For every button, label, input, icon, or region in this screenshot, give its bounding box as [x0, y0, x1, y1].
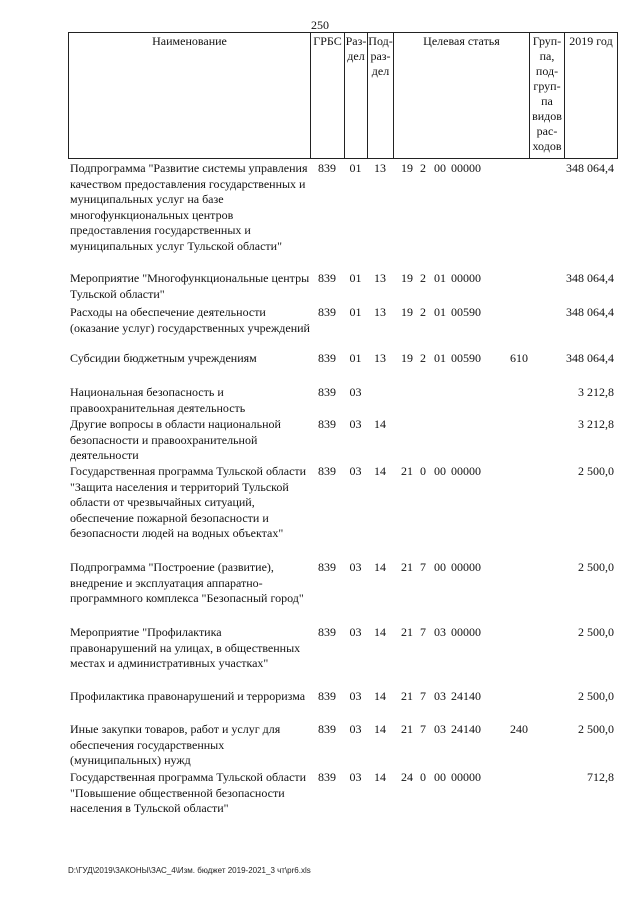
row-amount: 2 500,0	[578, 464, 614, 478]
row-amount: 348 064,4	[566, 305, 614, 319]
row-event: 01	[434, 305, 446, 319]
row-subprogram: 7	[420, 689, 426, 703]
row-razdel: 03	[349, 770, 362, 784]
row-podrazdel: 14	[374, 464, 386, 478]
row-name: Государственная программа Тульской области "Защита населения и территорий Тульской области от чрезвычайных ситуаций, обеспечение пожарной безопасности и безопасности людей на водных объектах"	[70, 464, 307, 540]
row-razdel: 03	[349, 417, 362, 431]
row-razdel: 03	[349, 625, 362, 639]
row-program: 24	[401, 770, 413, 784]
row-grbs: 839	[318, 689, 336, 703]
row-program: 21	[401, 464, 413, 478]
row-program: 21	[401, 625, 413, 639]
page-number: 250	[311, 18, 329, 32]
row-podrazdel: 14	[374, 689, 386, 703]
row-event: 03	[434, 689, 446, 703]
row-amount: 712,8	[587, 770, 614, 784]
row-name: Другие вопросы в области национальной безопасности и правоохранительной деятельности	[70, 417, 281, 462]
row-direction: 24140	[451, 689, 481, 703]
row-grbs: 839	[318, 271, 336, 285]
row-subprogram: 7	[420, 625, 426, 639]
row-direction: 00000	[451, 560, 481, 574]
row-name: Расходы на обеспечение деятельности (оказание услуг) государственных учреждений	[70, 305, 310, 335]
row-razdel: 01	[349, 351, 362, 365]
row-podrazdel: 13	[374, 271, 386, 285]
row-podrazdel: 14	[374, 417, 386, 431]
row-vr: 610	[510, 351, 528, 365]
row-event: 03	[434, 625, 446, 639]
row-program: 19	[401, 351, 413, 365]
row-razdel: 03	[349, 689, 362, 703]
row-grbs: 839	[318, 770, 336, 784]
row-subprogram: 7	[420, 722, 426, 736]
row-subprogram: 2	[420, 305, 426, 319]
row-event: 00	[434, 560, 446, 574]
row-direction: 00590	[451, 351, 481, 365]
header-name: Наименование	[69, 33, 311, 158]
row-subprogram: 0	[420, 770, 426, 784]
row-podrazdel: 13	[374, 305, 386, 319]
row-name: Мероприятие "Многофункциональные центры Тульской области"	[70, 271, 310, 301]
row-direction: 00000	[451, 271, 481, 285]
row-podrazdel: 14	[374, 625, 386, 639]
row-amount: 2 500,0	[578, 625, 614, 639]
row-name: Подпрограмма "Развитие системы управления качеством предоставления государственных и муниципальных услуг на базе многофункциональных центров предоставления государственных и муниципальных услуг Тульской области"	[70, 161, 308, 253]
row-name: Государственная программа Тульской области "Повышение общественной безопасности населения в Тульской области"	[70, 770, 307, 815]
row-grbs: 839	[318, 417, 336, 431]
row-subprogram: 7	[420, 560, 426, 574]
row-grbs: 839	[318, 161, 336, 175]
row-program: 19	[401, 305, 413, 319]
row-subprogram: 2	[420, 271, 426, 285]
row-grbs: 839	[318, 560, 336, 574]
row-grbs: 839	[318, 305, 336, 319]
row-program: 19	[401, 161, 413, 175]
row-razdel: 03	[349, 385, 362, 399]
row-event: 03	[434, 722, 446, 736]
row-event: 00	[434, 770, 446, 784]
row-razdel: 03	[349, 464, 362, 478]
row-grbs: 839	[318, 464, 336, 478]
row-direction: 00590	[451, 305, 481, 319]
row-amount: 2 500,0	[578, 722, 614, 736]
row-event: 01	[434, 351, 446, 365]
row-name: Национальная безопасность и правоохранительная деятельность	[70, 385, 246, 415]
row-amount: 2 500,0	[578, 560, 614, 574]
row-name: Субсидии бюджетным учреждениям	[70, 351, 257, 365]
header-year: 2019 год	[569, 34, 613, 48]
row-amount: 348 064,4	[566, 161, 614, 175]
row-name: Мероприятие "Профилактика правонарушений на улицах, в общественных местах и административных участках"	[70, 625, 301, 670]
row-direction: 00000	[451, 161, 481, 175]
row-razdel: 03	[349, 560, 362, 574]
header-celevaya: Целевая статья	[394, 33, 530, 158]
row-podrazdel: 14	[374, 722, 386, 736]
file-path-footer: D:\ГУД\2019\ЗАКОНЫ\ЗАС_4\Изм. бюджет 2019-2021_3 чт\pr6.xls	[68, 866, 311, 875]
row-podrazdel: 13	[374, 161, 386, 175]
row-event: 01	[434, 271, 446, 285]
row-amount: 348 064,4	[566, 351, 614, 365]
row-direction: 00000	[451, 770, 481, 784]
row-amount: 3 212,8	[578, 417, 614, 431]
row-amount: 348 064,4	[566, 271, 614, 285]
header-gruppa: Груп- па, под- груп- па видов рас- ходов	[530, 33, 565, 158]
row-name: Профилактика правонарушений и терроризма	[70, 689, 306, 703]
row-grbs: 839	[318, 385, 336, 399]
row-razdel: 03	[349, 722, 362, 736]
table-header	[68, 32, 618, 159]
row-direction: 00000	[451, 625, 481, 639]
row-vr: 240	[510, 722, 528, 736]
row-razdel: 01	[349, 161, 362, 175]
row-program: 21	[401, 722, 413, 736]
row-grbs: 839	[318, 625, 336, 639]
row-subprogram: 0	[420, 464, 426, 478]
row-event: 00	[434, 464, 446, 478]
row-subprogram: 2	[420, 351, 426, 365]
row-razdel: 01	[349, 271, 362, 285]
row-program: 21	[401, 689, 413, 703]
row-amount: 3 212,8	[578, 385, 614, 399]
row-grbs: 839	[318, 351, 336, 365]
header-razdel: Раз- дел	[345, 33, 368, 158]
row-subprogram: 2	[420, 161, 426, 175]
row-razdel: 01	[349, 305, 362, 319]
row-program: 21	[401, 560, 413, 574]
row-grbs: 839	[318, 722, 336, 736]
row-direction: 00000	[451, 464, 481, 478]
row-direction: 24140	[451, 722, 481, 736]
row-podrazdel: 14	[374, 770, 386, 784]
row-amount: 2 500,0	[578, 689, 614, 703]
row-name: Иные закупки товаров, работ и услуг для обеспечения государственных (муниципальных) нужд	[70, 722, 281, 767]
row-event: 00	[434, 161, 446, 175]
header-podrazdel: Под- раз- дел	[368, 33, 394, 158]
row-podrazdel: 14	[374, 560, 386, 574]
row-podrazdel: 13	[374, 351, 386, 365]
row-name: Подпрограмма "Построение (развитие), внедрение и эксплуатация аппаратно-программного комплекса "Безопасный город"	[70, 560, 304, 605]
row-program: 19	[401, 271, 413, 285]
header-grbs: ГРБС	[311, 33, 345, 158]
